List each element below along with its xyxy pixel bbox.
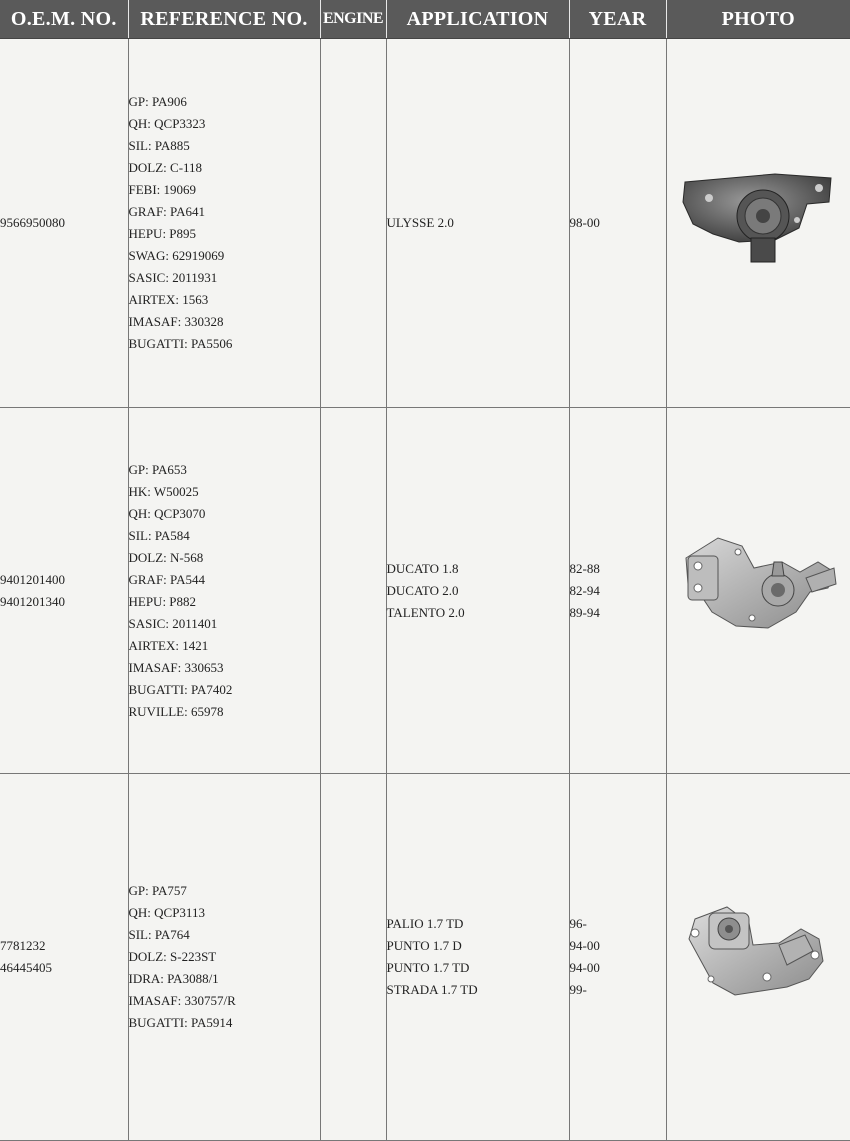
reference-item: QH: QCP3113 [128,905,205,920]
reference-cell [128,39,320,408]
oem-cell [0,408,128,774]
reference-item: IMASAF: 330653 [128,659,224,675]
application-item: PUNTO 1.7 TD [386,960,470,975]
application-item: TALENTO 2.0 [386,604,465,620]
reference-cell [128,774,320,1141]
oem-cell [0,39,128,408]
table-row [0,408,850,774]
application-item: DUCATO 1.8 [386,560,459,576]
year-item: 94-00 [569,960,600,975]
reference-item: SIL: PA764 [128,927,190,942]
reference-item: SASIC: 2011401 [128,615,218,631]
reference-item: GRAF: PA641 [128,204,205,219]
year-cell [569,774,666,1141]
reference-item: DOLZ: S-223ST [128,949,217,964]
photo-cell [666,774,850,1141]
water-pump-photo-icon [683,899,833,1009]
reference-item: GRAF: PA544 [128,571,205,587]
header-application: APPLICATION [386,0,569,39]
reference-item: AIRTEX: 1421 [128,637,209,653]
oem-number: 7781232 [0,938,46,953]
year-item: 99- [569,982,587,997]
reference-item: IMASAF: 330757/R [128,993,236,1008]
reference-cell [128,408,320,774]
header-row [0,0,850,39]
reference-item: DOLZ: N-568 [128,549,204,565]
water-pump-photo-icon [678,532,838,642]
reference-item: SIL: PA584 [128,527,190,543]
reference-item: AIRTEX: 1563 [128,292,209,307]
application-item: PUNTO 1.7 D [386,938,462,953]
reference-item: SWAG: 62919069 [128,248,225,263]
photo-cell [666,39,850,408]
header-reference-no: REFERENCE NO. [128,0,320,39]
application-cell [386,774,569,1141]
reference-item: GP: PA757 [128,883,187,898]
reference-item: GP: PA906 [128,94,187,109]
reference-item: BUGATTI: PA5914 [128,1015,233,1030]
reference-item: BUGATTI: PA7402 [128,681,233,697]
oem-cell [0,774,128,1141]
reference-item: QH: QCP3070 [128,505,206,521]
reference-item: SASIC: 2011931 [128,270,218,285]
reference-item: RUVILLE: 65978 [128,703,224,719]
year-item: 94-00 [569,938,600,953]
application-item: STRADA 1.7 TD [386,982,478,997]
reference-item: IDRA: PA3088/1 [128,971,219,986]
reference-item: FEBI: 19069 [128,182,197,197]
year-cell [569,408,666,774]
year-item: 82-88 [569,560,600,576]
year-item: 82-94 [569,582,600,598]
application-item: PALIO 1.7 TD [386,916,464,931]
photo-cell [666,408,850,774]
reference-item: IMASAF: 330328 [128,314,224,329]
header-photo: PHOTO [666,0,850,39]
reference-item: SIL: PA885 [128,138,190,153]
reference-item: QH: QCP3323 [128,116,206,131]
table-row [0,39,850,408]
year-cell [569,39,666,408]
reference-item: BUGATTI: PA5506 [128,336,233,351]
reference-item: HK: W50025 [128,483,199,499]
application-cell [386,408,569,774]
engine-cell [320,408,386,774]
engine-cell [320,774,386,1141]
reference-item: GP: PA653 [128,461,187,477]
header-oem-no: O.E.M. NO. [0,0,128,39]
oem-number: 9401201340 [0,593,65,609]
oem-number: 9401201400 [0,571,65,587]
reference-item: HEPU: P882 [128,593,197,609]
year-item: 96- [569,916,587,931]
year-item: 98-00 [569,215,600,230]
year-item: 89-94 [569,604,600,620]
engine-cell [320,39,386,408]
table-row [0,774,850,1141]
water-pump-photo-icon [679,168,837,272]
reference-item: DOLZ: C-118 [128,160,203,175]
application-item: DUCATO 2.0 [386,582,459,598]
oem-number: 9566950080 [0,215,65,230]
reference-item: HEPU: P895 [128,226,197,241]
application-cell [386,39,569,408]
header-engine: ENGINE [320,0,386,39]
header-year: YEAR [569,0,666,39]
oem-number: 46445405 [0,960,52,975]
application-item: ULYSSE 2.0 [386,215,454,230]
